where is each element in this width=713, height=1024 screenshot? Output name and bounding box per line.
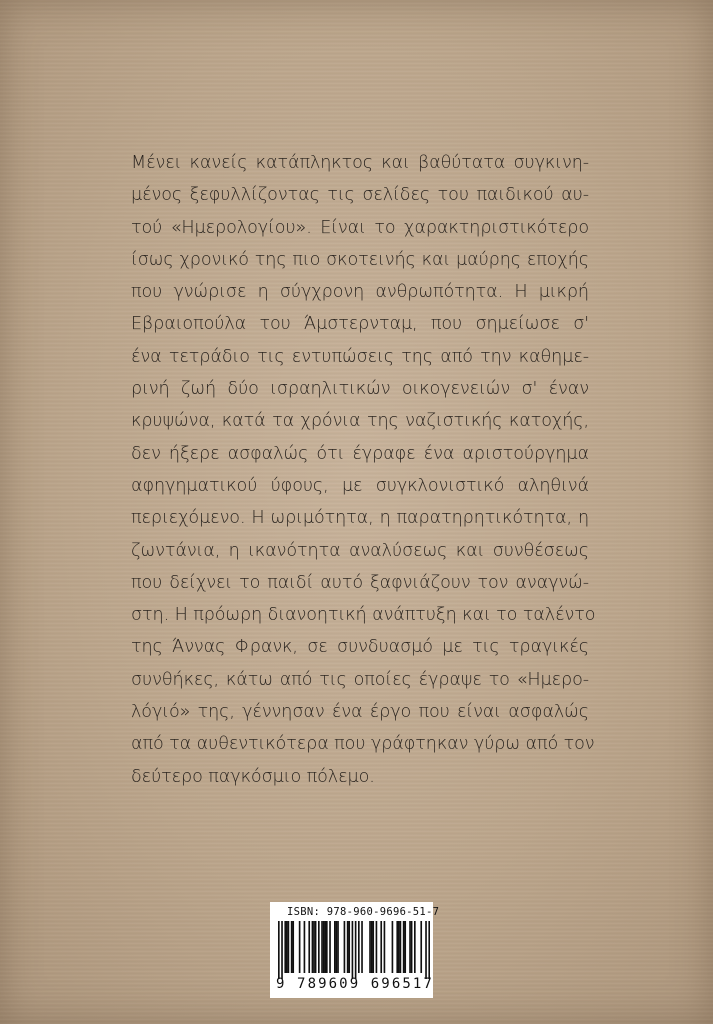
ean-digits: 9 789609 696517 xyxy=(276,976,434,992)
blurb-text xyxy=(131,147,596,793)
blurb-line: που δείχνει το παιδί αυτό ξαφνιάζουν τον αναγνώ- xyxy=(131,572,589,593)
barcode-bar xyxy=(411,921,413,973)
blurb-line: που γνώρισε η σύγχρονη ανθρωπότητα. Η μικρή xyxy=(131,282,589,303)
barcode-bars xyxy=(278,921,430,979)
blurb-line: στη. Η πρόωρη διανοητική ανάπτυξη και το ταλέντο xyxy=(131,605,596,626)
barcode-bar xyxy=(404,921,406,973)
barcode-bar xyxy=(344,921,346,973)
barcode-bar xyxy=(336,921,338,973)
blurb-line: ρινή ζωή δύο ισραηλιτικών οικογενειών σ' έναν xyxy=(131,379,589,400)
barcode-bar xyxy=(321,921,323,973)
barcode-bar xyxy=(358,921,360,973)
barcode-bar xyxy=(400,921,402,973)
barcode-bar xyxy=(414,921,416,973)
barcode-bar xyxy=(403,921,405,973)
blurb-line: της Άννας Φρανκ, σε συνδυασμό με τις τραγικές xyxy=(131,637,589,658)
barcode-bar xyxy=(313,921,315,973)
barcode-bar xyxy=(326,921,328,973)
barcode-bar xyxy=(334,921,336,973)
barcode-bar xyxy=(292,921,294,973)
barcode-bar xyxy=(288,921,290,973)
isbn-label: ISBN: 978-960-9696-51-7 xyxy=(287,906,440,918)
blurb-line: ένα τετράδιο τις εντυπώσεις της από την καθημε- xyxy=(131,346,589,367)
blurb-line: δεύτερο παγκόσμιο πόλεμο. xyxy=(131,766,375,787)
blurb-line: δεν ήξερε ασφαλώς ότι έγραφε ένα αριστούργημα xyxy=(131,443,589,464)
blurb-line: συνθήκες, κάτω από τις οποίες έγραψε το «Ημερο- xyxy=(131,669,589,690)
barcode-bar xyxy=(281,921,283,979)
barcode-bar xyxy=(384,921,386,973)
blurb-line: κρυψώνα, κατά τα χρόνια της ναζιστικής κατοχής, xyxy=(131,411,589,432)
barcode-bar xyxy=(396,921,398,973)
barcode-bar xyxy=(304,921,306,973)
barcode-bar xyxy=(369,921,371,973)
barcode-bar xyxy=(392,921,394,973)
barcode-bar xyxy=(324,921,326,973)
barcode-bar xyxy=(299,921,301,973)
blurb-line: τού «Ημερολογίου». Είναι το χαρακτηριστικότερο xyxy=(131,217,589,238)
barcode-bar xyxy=(348,921,350,973)
barcode-bar xyxy=(323,921,325,973)
barcode-bar xyxy=(329,921,331,973)
blurb-line: Εβραιοπούλα του Άμστερνταμ, που σημείωσε σ' xyxy=(131,314,589,335)
isbn-barcode xyxy=(270,902,440,998)
barcode-bar xyxy=(308,921,310,973)
barcode-bar xyxy=(347,921,349,973)
barcode-bar xyxy=(425,921,427,979)
barcode-bar xyxy=(312,921,314,973)
barcode-bar xyxy=(376,921,378,973)
blurb-line: λόγιό» της, γέννησαν ένα έργο που είναι ασφαλώς xyxy=(131,702,589,723)
blurb-line: ζωντάνια, η ικανότητα αναλύσεως και συνθέσεως xyxy=(131,540,589,561)
barcode-bar xyxy=(291,921,293,973)
barcode-bar xyxy=(409,921,411,973)
barcode-bar xyxy=(318,921,320,973)
blurb-line: Μένει κανείς κατάπληκτος και βαθύτατα συγκινη- xyxy=(131,153,589,173)
barcode-bar xyxy=(284,921,286,973)
barcode-bar xyxy=(420,921,422,973)
blurb-line: ίσως χρονικό της πιο σκοτεινής και μαύρης εποχής xyxy=(131,249,589,270)
blurb-line: μένος ξεφυλλίζοντας τις σελίδες του παιδικού αυ- xyxy=(131,185,589,206)
blurb-line: από τα αυθεντικότερα που γράφτηκαν γύρω από τον xyxy=(131,734,595,755)
barcode-bar xyxy=(278,921,280,979)
barcode-bar xyxy=(380,921,382,973)
barcode-bar xyxy=(337,921,339,973)
barcode-bar xyxy=(398,921,400,973)
barcode-bar xyxy=(286,921,288,973)
barcode-bar xyxy=(355,921,357,979)
barcode-bar xyxy=(371,921,373,973)
barcode-bar xyxy=(315,921,317,973)
barcode-bar xyxy=(361,921,363,973)
barcode-bar xyxy=(372,921,374,973)
blurb-line: περιεχόμενο. Η ωριμότητα, η παρατηρητικότητα, η xyxy=(131,508,589,529)
barcode-bar xyxy=(352,921,354,979)
blurb-line: αφηγηματικού ύφους, με συγκλονιστικό αληθινά xyxy=(131,475,589,496)
barcode-bar xyxy=(428,921,430,979)
